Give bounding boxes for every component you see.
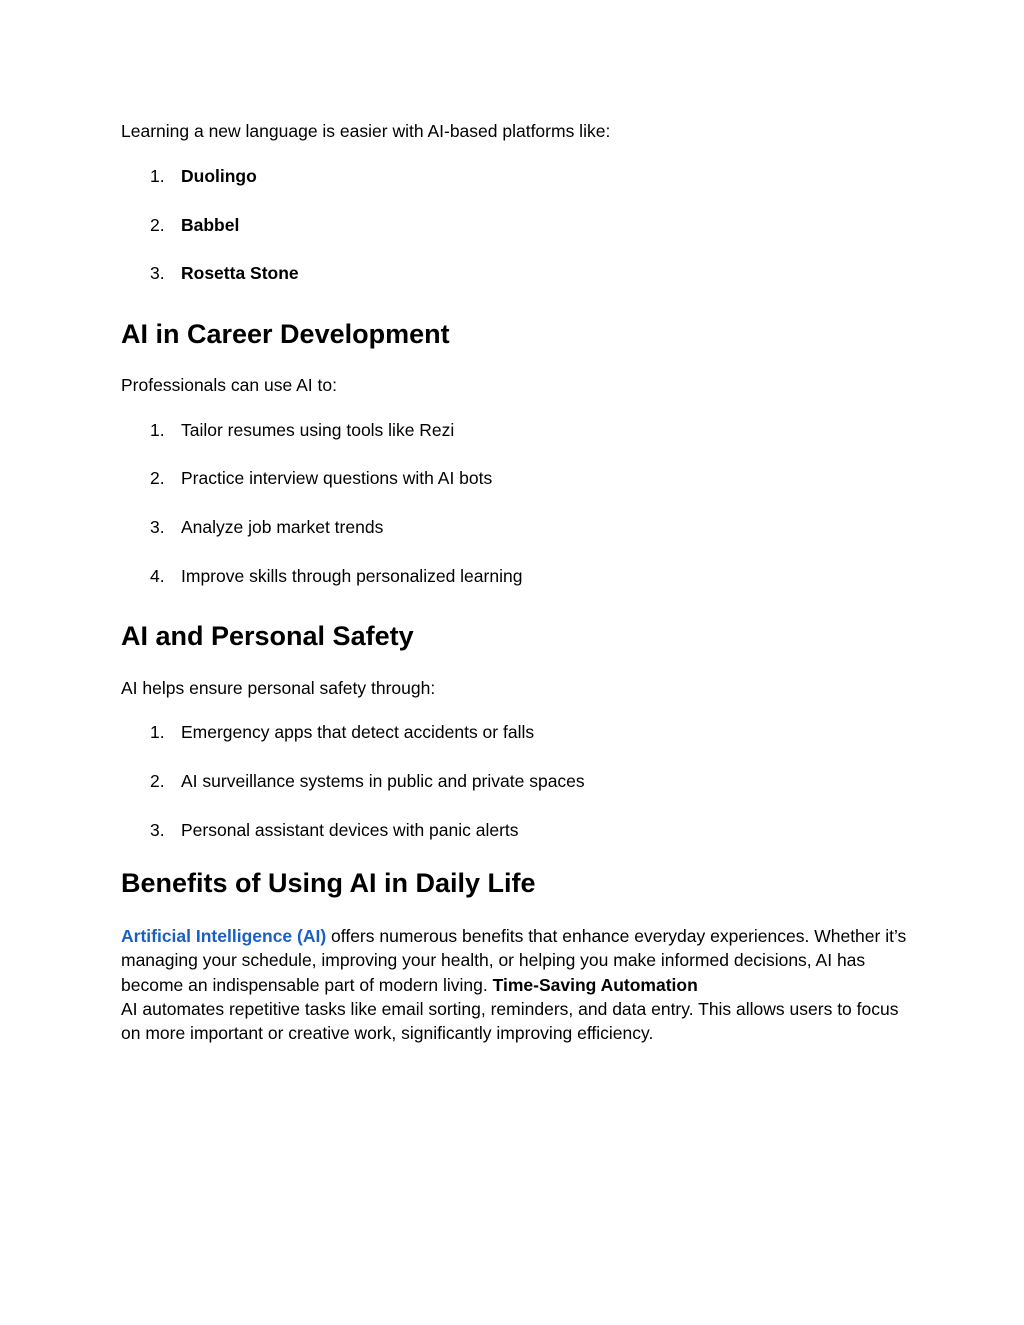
ai-link[interactable]: Artificial Intelligence (AI) [121, 926, 327, 946]
list-item-label: Practice interview questions with AI bots [181, 468, 493, 488]
list-number: 2. [150, 771, 165, 791]
list-number: 3. [150, 263, 165, 283]
list-number: 3. [150, 820, 165, 840]
benefits-text: offers numerous benefits that enhance everyday experiences. Whether it’s managing your schedule, improving your health, or helping you make informed decisions, AI has become an indispensable part of modern living. [121, 926, 907, 995]
list-item-label: Duolingo [181, 166, 257, 186]
section-heading-safety: AI and Personal Safety [121, 621, 414, 651]
list-number: 1. [150, 420, 165, 440]
list-item-label: Improve skills through personalized learning [181, 566, 523, 586]
list-number: 3. [150, 517, 165, 537]
list-number: 2. [150, 215, 165, 235]
career-intro: Professionals can use AI to: [121, 375, 337, 395]
list-item-label: Rosetta Stone [181, 263, 299, 283]
list-number: 4. [150, 566, 165, 586]
list-number: 1. [150, 722, 165, 742]
subheading-time-saving: Time-Saving Automation [492, 974, 698, 995]
section-heading-career: AI in Career Development [121, 319, 450, 349]
list-item-label: Analyze job market trends [181, 517, 384, 537]
section-heading-benefits: Benefits of Using AI in Daily Life [121, 868, 536, 898]
list-item-label: Babbel [181, 215, 240, 235]
list-item-label: AI surveillance systems in public and private spaces [181, 771, 585, 791]
list-item-label: Tailor resumes using tools like Rezi [181, 420, 455, 440]
list-item-label: Emergency apps that detect accidents or falls [181, 722, 535, 742]
benefits-text-continued: AI automates repetitive tasks like email sorting, reminders, and data entry. This allows users to focus on more important or creative work, significantly improving efficiency. [121, 998, 899, 1044]
safety-intro: AI helps ensure personal safety through: [121, 678, 436, 698]
list-number: 1. [150, 166, 165, 186]
list-item-label: Personal assistant devices with panic alerts [181, 820, 519, 840]
benefits-paragraph [121, 924, 911, 1045]
list-number: 2. [150, 468, 165, 488]
intro-paragraph: Learning a new language is easier with AI-based platforms like: [121, 121, 611, 141]
